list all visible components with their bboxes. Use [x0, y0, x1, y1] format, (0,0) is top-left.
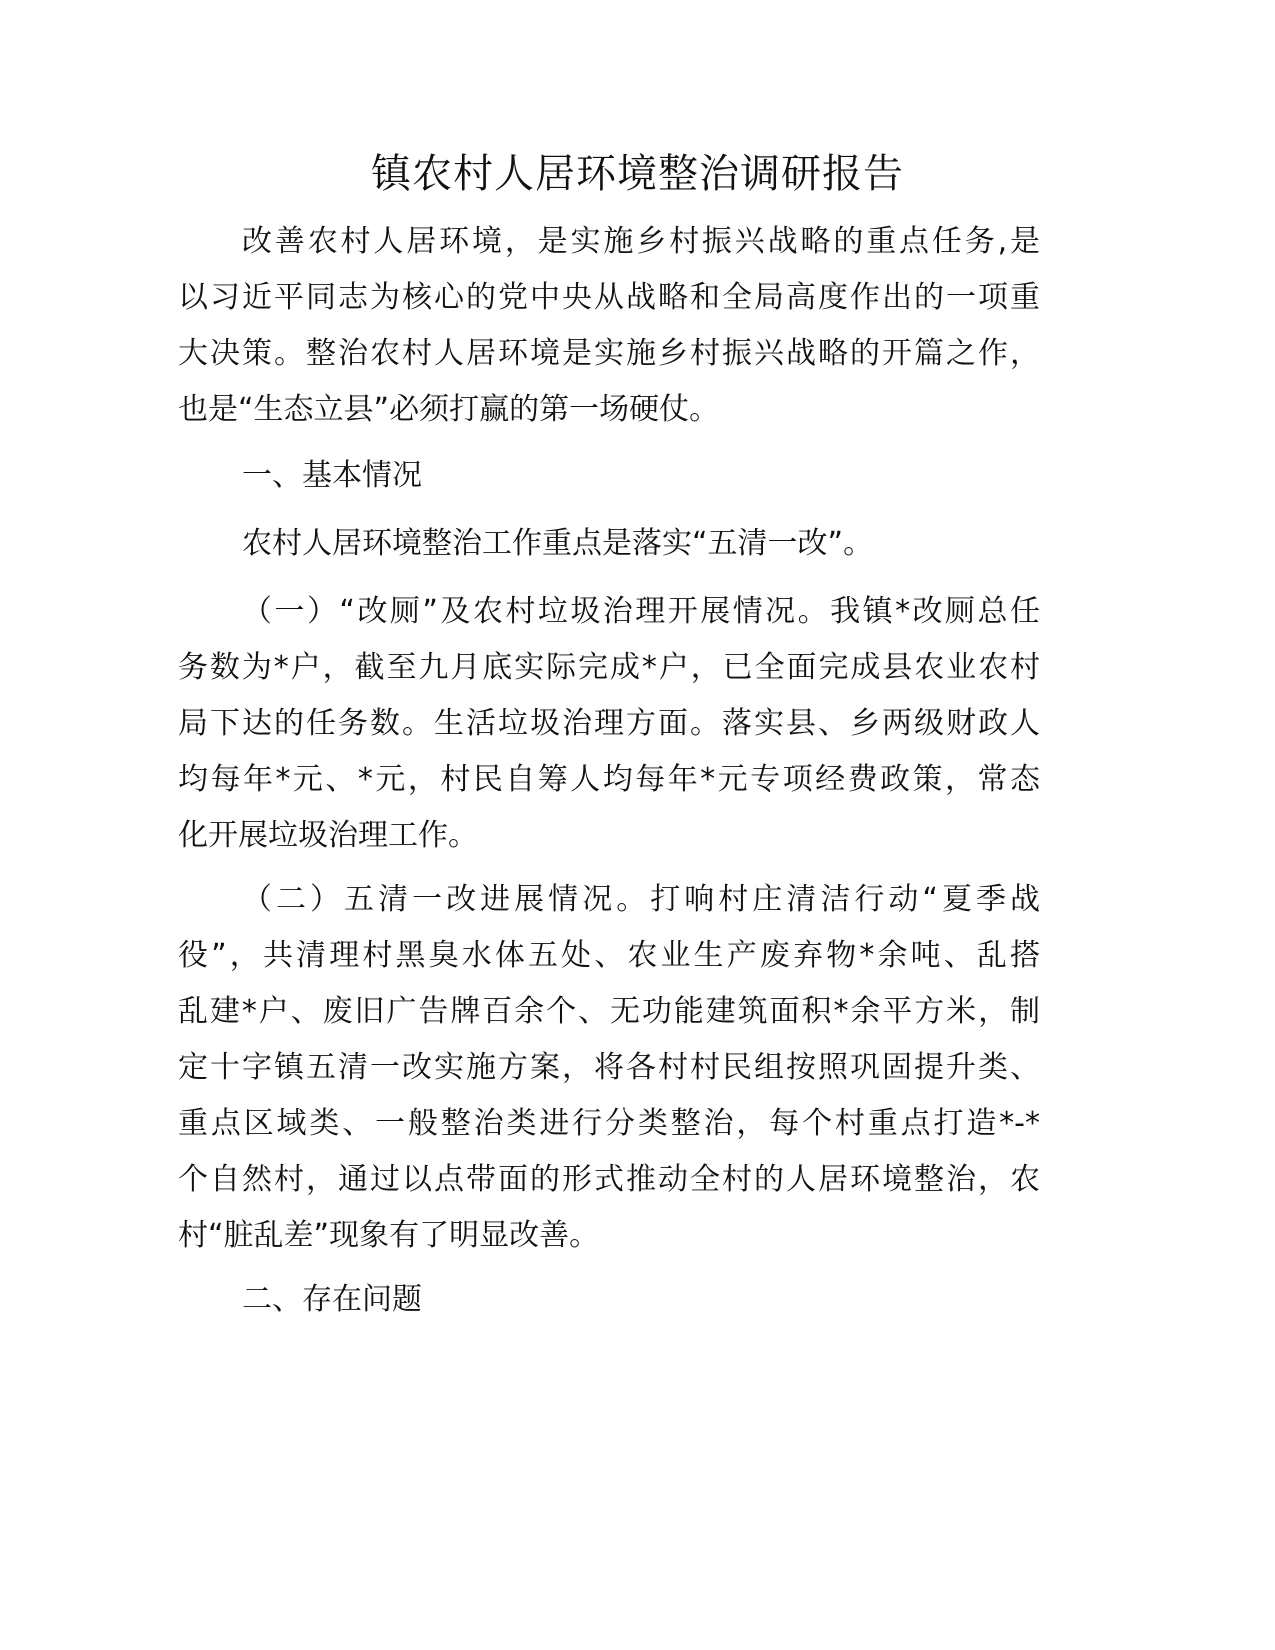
text-line: 个自然村，通过以点带面的形式推动全村的人居环境整治，农 — [178, 1162, 1040, 1197]
subsection-five-clean-paragraph — [178, 872, 1040, 1264]
text-line: （二）五清一改进展情况。打响村庄清洁行动“夏季战 — [242, 882, 1040, 917]
intro-paragraph — [178, 214, 1040, 438]
text-line: 务数为*户，截至九月底实际完成*户，已全面完成县农业农村 — [178, 650, 1040, 685]
document-title: 镇农村人居环境整治调研报告 — [371, 151, 904, 197]
section-heading-existing-problems — [178, 1272, 1040, 1328]
text-line: （一）“改厕”及农村垃圾治理开展情况。我镇*改厕总任 — [242, 594, 1040, 629]
text-line: 一、基本情况 — [242, 458, 422, 493]
section-heading-basic-situation — [178, 448, 1040, 504]
subsection-toilet-garbage-paragraph — [178, 584, 1040, 864]
section-summary-paragraph — [178, 516, 1040, 572]
text-line: 以习近平同志为核心的党中央从战略和全局高度作出的一项重 — [178, 280, 1040, 315]
text-line: 重点区域类、一般整治类进行分类整治，每个村重点打造*-* — [178, 1106, 1040, 1141]
text-line: 改善农村人居环境，是实施乡村振兴战略的重点任务,是 — [242, 224, 1040, 259]
text-line: 均每年*元、*元，村民自筹人均每年*元专项经费政策，常态 — [178, 762, 1040, 797]
text-line: 役”，共清理村黑臭水体五处、农业生产废弃物*余吨、乱搭 — [178, 938, 1040, 973]
text-line: 定十字镇五清一改实施方案，将各村村民组按照巩固提升类、 — [178, 1050, 1040, 1085]
text-line: 也是“生态立县”必须打赢的第一场硬仗。 — [178, 392, 720, 427]
text-line: 村“脏乱差”现象有了明显改善。 — [178, 1218, 600, 1253]
text-line: 农村人居环境整治工作重点是落实“五清一改”。 — [242, 526, 874, 561]
text-line: 局下达的任务数。生活垃圾治理方面。落实县、乡两级财政人 — [178, 706, 1040, 741]
text-line: 化开展垃圾治理工作。 — [178, 818, 478, 853]
text-line: 大决策。整治农村人居环境是实施乡村振兴战略的开篇之作， — [178, 336, 1040, 371]
text-line: 乱建*户、废旧广告牌百余个、无功能建筑面积*余平方米，制 — [178, 994, 1040, 1029]
text-line: 二、存在问题 — [242, 1282, 422, 1317]
